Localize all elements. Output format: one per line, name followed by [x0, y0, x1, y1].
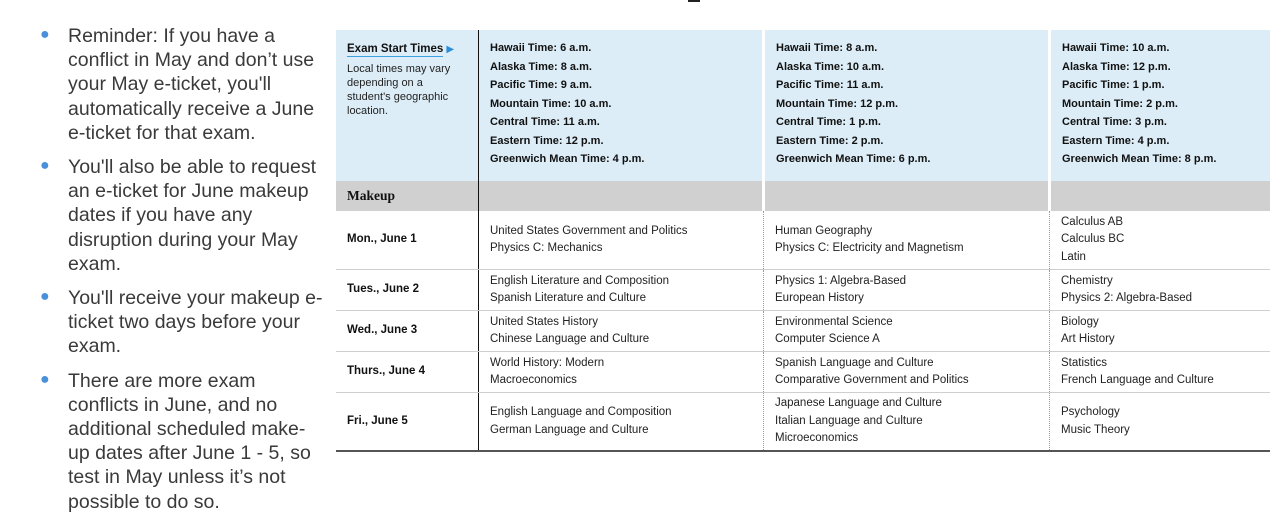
exam-cell: Psychology Music Theory [1050, 393, 1270, 452]
day-cell: Wed., June 3 [336, 311, 479, 352]
start-time: Mountain Time: 12 p.m. [776, 95, 1037, 114]
exam-start-times-row [336, 30, 1270, 181]
bullet-dot-icon: ● [40, 285, 50, 309]
top-mark [688, 0, 700, 2]
exam-cell: Biology Art History [1050, 311, 1270, 352]
exam-cell: Calculus AB Calculus BC Latin [1050, 211, 1270, 270]
exam-cell: Chemistry Physics 2: Algebra-Based [1050, 270, 1270, 311]
bullet-item: ● You'll receive your makeup e-ticket two days before your exam. [38, 286, 323, 359]
table-row [336, 352, 1270, 393]
triangle-right-icon: ▶ [446, 44, 454, 55]
exam-cell: World History: Modern Macroeconomics [479, 352, 764, 393]
exam-start-times-label: Exam Start Times [347, 43, 443, 57]
start-time: Mountain Time: 2 p.m. [1062, 95, 1270, 114]
bullet-item: ● Reminder: If you have a conflict in May and don’t use your May e-ticket, you'll automatically receive a June e-ticket for that exam. [38, 24, 323, 145]
table-row [336, 270, 1270, 311]
start-time: Greenwich Mean Time: 4 p.m. [490, 150, 751, 169]
start-time: Central Time: 11 a.m. [490, 113, 751, 132]
day-cell: Fri., June 5 [336, 393, 479, 452]
makeup-section-row [336, 181, 1270, 211]
start-time: Pacific Time: 1 p.m. [1062, 76, 1270, 95]
start-times-col-1 [479, 30, 764, 181]
start-time: Eastern Time: 2 p.m. [776, 132, 1037, 151]
start-time: Eastern Time: 12 p.m. [490, 132, 751, 151]
day-cell: Tues., June 2 [336, 270, 479, 311]
bullet-item: ● There are more exam conflicts in June, and no additional scheduled make-up dates after June 1 - 5, so test in May unless it’s not possible to do so. [38, 369, 323, 514]
exam-cell: Physics 1: Algebra-Based European History [764, 270, 1050, 311]
bullet-list [38, 24, 323, 524]
table-row [336, 311, 1270, 352]
start-time: Pacific Time: 11 a.m. [776, 76, 1037, 95]
exam-cell: United States History Chinese Language and Culture [479, 311, 764, 352]
start-times-col-3 [1050, 30, 1270, 181]
table-row [336, 393, 1270, 452]
makeup-schedule-table [336, 30, 1270, 452]
exam-cell: English Language and Composition German Language and Culture [479, 393, 764, 452]
bullet-item: ● You'll also be able to request an e-ticket for June makeup dates if you have any disruption during your May exam. [38, 155, 323, 276]
start-time: Central Time: 1 p.m. [776, 113, 1037, 132]
start-time: Greenwich Mean Time: 6 p.m. [776, 150, 1037, 169]
start-time: Alaska Time: 12 p.m. [1062, 58, 1270, 77]
start-time: Eastern Time: 4 p.m. [1062, 132, 1270, 151]
exam-cell: English Literature and Composition Spanish Literature and Culture [479, 270, 764, 311]
exam-cell: Statistics French Language and Culture [1050, 352, 1270, 393]
exam-cell: Human Geography Physics C: Electricity and Magnetism [764, 211, 1050, 270]
bullet-dot-icon: ● [40, 23, 50, 47]
start-time: Mountain Time: 10 a.m. [490, 95, 751, 114]
bullet-dot-icon: ● [40, 368, 50, 392]
start-times-col-2 [764, 30, 1050, 181]
start-time: Hawaii Time: 10 a.m. [1062, 39, 1270, 58]
start-time: Central Time: 3 p.m. [1062, 113, 1270, 132]
exam-cell: United States Government and Politics Physics C: Mechanics [479, 211, 764, 270]
start-time: Alaska Time: 10 a.m. [776, 58, 1037, 77]
start-time: Alaska Time: 8 a.m. [490, 58, 751, 77]
table-row [336, 211, 1270, 270]
start-time: Hawaii Time: 6 a.m. [490, 39, 751, 58]
exam-cell: Spanish Language and Culture Comparative Government and Politics [764, 352, 1050, 393]
day-cell: Thurs., June 4 [336, 352, 479, 393]
section-title: Makeup [347, 188, 395, 203]
day-cell: Mon., June 1 [336, 211, 479, 270]
exam-start-times-label-cell [336, 30, 479, 181]
start-time: Pacific Time: 9 a.m. [490, 76, 751, 95]
exam-cell: Environmental Science Computer Science A [764, 311, 1050, 352]
start-time: Hawaii Time: 8 a.m. [776, 39, 1037, 58]
start-time: Greenwich Mean Time: 8 p.m. [1062, 150, 1270, 169]
bullet-dot-icon: ● [40, 154, 50, 178]
exam-start-times-note: Local times may vary depending on a student's geographic location. [347, 62, 467, 118]
exam-cell: Japanese Language and Culture Italian Language and Culture Microeconomics [764, 393, 1050, 452]
